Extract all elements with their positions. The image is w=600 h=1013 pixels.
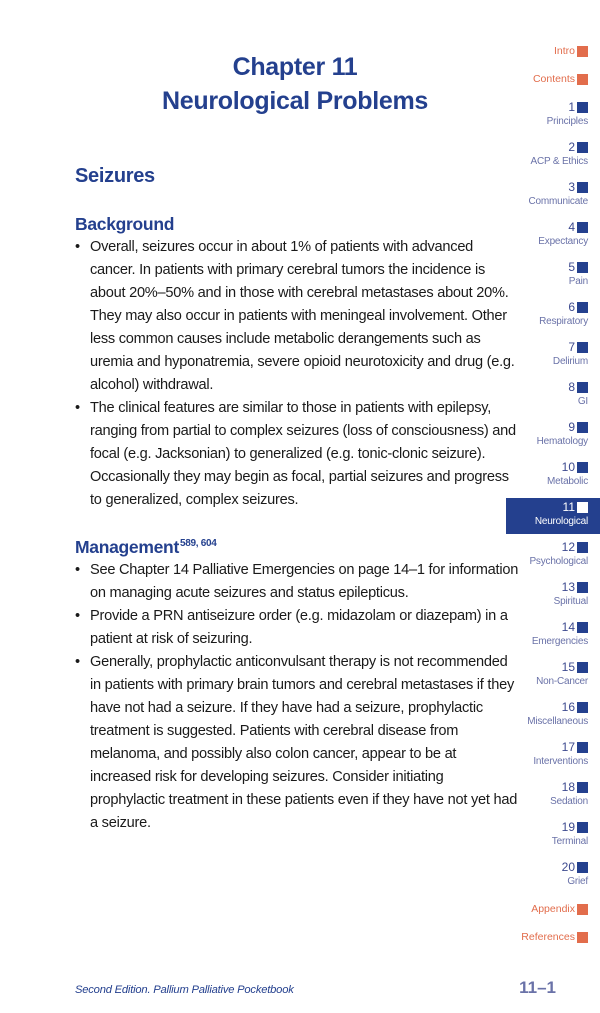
nav-tab-chapter-1[interactable]	[498, 98, 588, 136]
tab-square-icon	[577, 502, 588, 513]
chapter-title: Neurological Problems	[162, 87, 428, 115]
nav-tab-chapter-12[interactable]	[498, 538, 588, 576]
nav-tab-chapter-5[interactable]	[498, 258, 588, 296]
nav-tab-label: Psychological	[529, 556, 588, 567]
tab-square-icon	[577, 102, 588, 113]
nav-tab-chapter-17[interactable]	[498, 738, 588, 776]
section-title: Seizures	[75, 165, 155, 187]
tab-square-icon	[577, 222, 588, 233]
nav-tab-chapter-2[interactable]	[498, 138, 588, 176]
nav-tab-chapter-10[interactable]	[498, 458, 588, 496]
nav-tab-number: 4	[568, 220, 575, 234]
main-content	[75, 160, 520, 835]
nav-tab-number: 13	[561, 580, 575, 594]
nav-tab-chapter-9[interactable]	[498, 418, 588, 456]
tab-square-icon	[577, 742, 588, 753]
tab-square-icon	[577, 182, 588, 193]
nav-tab-label: Intro	[553, 45, 575, 57]
nav-tab-chapter-8[interactable]	[498, 378, 588, 416]
tab-square-icon	[577, 822, 588, 833]
tab-square-icon	[577, 342, 588, 353]
nav-tab-label: Emergencies	[531, 636, 588, 647]
nav-tab-label: Appendix	[531, 903, 575, 915]
nav-tab-label: Metabolic	[547, 476, 588, 487]
nav-tab-label: Terminal	[551, 836, 588, 847]
tab-square-icon	[577, 142, 588, 153]
tab-square-icon	[577, 46, 588, 57]
nav-tab-label: Neurological	[534, 516, 588, 527]
nav-tab-chapter-19[interactable]	[498, 818, 588, 856]
nav-tab-number: 15	[561, 660, 575, 674]
nav-tab-chapter-4[interactable]	[498, 218, 588, 256]
nav-tab-chapter-3[interactable]	[498, 178, 588, 216]
nav-tab-label: Non-Cancer	[536, 676, 588, 687]
tab-square-icon	[577, 382, 588, 393]
tab-square-icon	[577, 904, 588, 915]
nav-tab-label: Sedation	[550, 796, 588, 807]
nav-tab-number: 11	[562, 500, 575, 514]
tab-square-icon	[577, 702, 588, 713]
nav-tab-number: 10	[561, 460, 575, 474]
background-list	[75, 236, 520, 512]
nav-tab-label: Pain	[568, 276, 588, 287]
nav-tab-chapter-7[interactable]	[498, 338, 588, 376]
chapter-number: Chapter 11	[232, 53, 358, 81]
nav-tab-chapter-15[interactable]	[498, 658, 588, 696]
nav-tab-number: 3	[568, 180, 575, 194]
tab-square-icon	[577, 422, 588, 433]
nav-tab-number: 14	[561, 620, 575, 634]
nav-tab-label: Contents	[532, 73, 575, 85]
list-item: • Provide a PRN antiseizure order (e.g. midazolam or diazepam) in a patient at risk of seizuring.	[75, 605, 520, 651]
chapter-header	[60, 50, 530, 118]
management-references: 589, 604	[179, 538, 217, 549]
nav-tab-label: Miscellaneous	[527, 716, 588, 727]
nav-tab-number: 20	[561, 860, 575, 874]
nav-tab-number: 9	[568, 420, 575, 434]
edition-footer: Second Edition. Pallium Palliative Pocketbook	[75, 984, 294, 996]
nav-tab-label: GI	[577, 396, 588, 407]
tab-square-icon	[577, 262, 588, 273]
background-heading: Background	[75, 214, 175, 234]
nav-tab-number: 12	[561, 540, 575, 554]
nav-tab-number: 18	[561, 780, 575, 794]
nav-tab-chapter-20[interactable]	[498, 858, 588, 896]
nav-tab-number: 19	[561, 820, 575, 834]
tab-square-icon	[577, 74, 588, 85]
list-item: • Overall, seizures occur in about 1% of patients with advanced cancer. In patients with primary cerebral tumors the incidence is about 20%–50% and in those with cerebral metastases about 20%. They may also occur in patients with meningeal involvement. Other less common causes include metabolic derangements such as uremia and hyponatremia, severe opioid neurotoxicity and drug (e.g. alcohol) withdrawal.	[75, 236, 520, 397]
tab-square-icon	[577, 932, 588, 943]
nav-tab-label: Spiritual	[553, 596, 588, 607]
tab-square-icon	[577, 302, 588, 313]
nav-tab-chapter-18[interactable]	[498, 778, 588, 816]
tab-square-icon	[577, 462, 588, 473]
nav-tab-chapter-6[interactable]	[498, 298, 588, 336]
nav-tab-references[interactable]	[498, 928, 588, 966]
list-item: • See Chapter 14 Palliative Emergencies on page 14–1 for information on managing acute seizures and status epilepticus.	[75, 559, 520, 605]
nav-tab-label: Hematology	[536, 436, 588, 447]
nav-tab-label: Principles	[546, 116, 588, 127]
tab-square-icon	[577, 622, 588, 633]
nav-tab-label: Communicate	[528, 196, 588, 207]
tab-square-icon	[577, 782, 588, 793]
page-number: 11–1	[519, 978, 556, 997]
nav-tab-label: References	[521, 931, 575, 943]
tab-square-icon	[577, 542, 588, 553]
nav-tab-chapter-11[interactable]	[506, 498, 600, 534]
nav-tab-number: 2	[568, 140, 575, 154]
nav-tab-chapter-16[interactable]	[498, 698, 588, 736]
management-list	[75, 559, 520, 835]
nav-tab-chapter-14[interactable]	[498, 618, 588, 656]
nav-tab-number: 1	[568, 100, 575, 114]
nav-tab-label: Interventions	[533, 756, 588, 767]
management-heading	[75, 532, 520, 559]
management-heading-text: Management	[75, 537, 179, 557]
nav-tab-number: 6	[568, 300, 575, 314]
nav-tab-number: 16	[561, 700, 575, 714]
nav-tab-label: ACP & Ethics	[530, 156, 588, 167]
tab-square-icon	[577, 662, 588, 673]
nav-tab-label: Respiratory	[539, 316, 588, 327]
nav-tab-label: Expectancy	[538, 236, 588, 247]
nav-tab-number: 8	[568, 380, 575, 394]
list-item: • Generally, prophylactic anticonvulsant therapy is not recommended in patients with primary brain tumors and cerebral metastases if they have not had a seizure. If they have had a seizure, prophylactic treatment is suggested. Patients with cerebral disease from melanoma, and possibly also colon cancer, appear to be at increased risk for developing seizures. Consider initiating prophylactic treatment in these patients even if they have not yet had a seizure.	[75, 651, 520, 835]
nav-tab-number: 5	[568, 260, 575, 274]
list-item: • The clinical features are similar to those in patients with epilepsy, ranging from partial to complex seizures (loss of consciousness) and focal (e.g. Jacksonian) to generalized (e.g. tonic-clonic seizure). Occasionally they may begin as focal, partial seizures and progress to generalized, complex seizures.	[75, 397, 520, 512]
tab-square-icon	[577, 582, 588, 593]
nav-tab-chapter-13[interactable]	[498, 578, 588, 616]
nav-tab-label: Grief	[567, 876, 588, 887]
nav-tab-number: 17	[561, 740, 575, 754]
tab-square-icon	[577, 862, 588, 873]
nav-tab-number: 7	[568, 340, 575, 354]
nav-tab-label: Delirium	[552, 356, 588, 367]
